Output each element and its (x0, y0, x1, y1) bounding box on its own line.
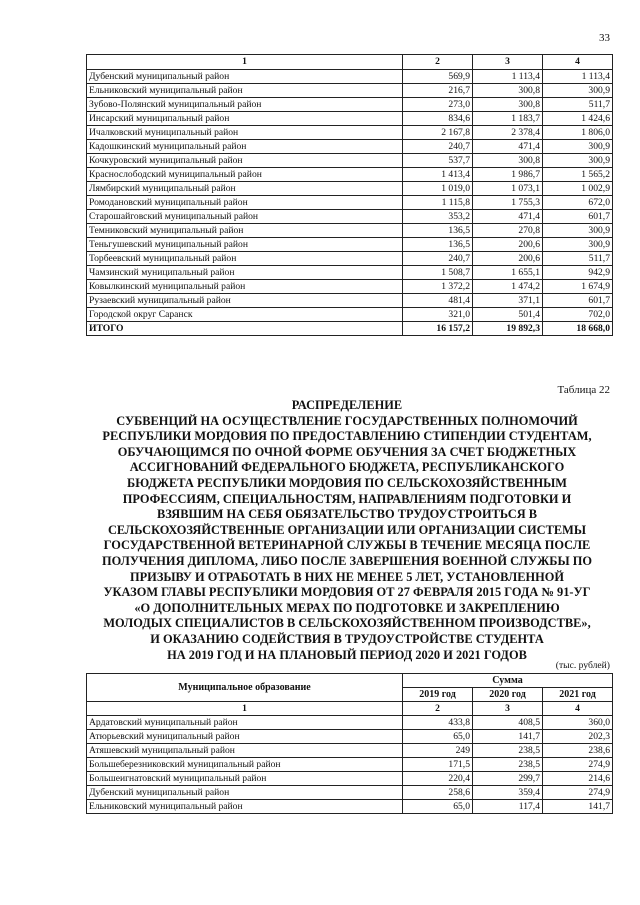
table-row (87, 140, 613, 154)
column-index: 2 (403, 55, 473, 70)
amount-2019: 1 508,7 (403, 266, 473, 280)
table-row (87, 182, 613, 196)
amount-2019: 433,8 (403, 716, 473, 730)
amount-2020: 408,5 (473, 716, 543, 730)
amount-2019: 1 372,2 (403, 280, 473, 294)
amount-2020: 141,7 (473, 730, 543, 744)
table-row (87, 84, 613, 98)
municipality-name: Кадошкинский муниципальный район (87, 140, 403, 154)
amount-2021: 672,0 (543, 196, 613, 210)
amount-2021: 202,3 (543, 730, 613, 744)
table-row (87, 730, 613, 744)
heading-line: ПОЛУЧЕНИЯ ДИПЛОМА, ЛИБО ПОСЛЕ ЗАВЕРШЕНИЯ ВОЕННОЙ СЛУЖБЫ ПО (101, 553, 593, 568)
amount-2021: 511,7 (543, 98, 613, 112)
table-row (87, 280, 613, 294)
amount-2021: 942,9 (543, 266, 613, 280)
heading-line: ПРОФЕССИЯМ, СПЕЦИАЛЬНОСТЯМ, НАПРАВЛЕНИЯМ ПОДГОТОВКИ И (122, 491, 572, 506)
heading-line: «О ДОПОЛНИТЕЛЬНЫХ МЕРАХ ПО ПОДГОТОВКЕ И ЗАКРЕПЛЕНИЮ (134, 600, 560, 615)
municipality-name: Большеигнатовский муниципальный район (87, 772, 403, 786)
heading-line: ОБУЧАЮЩИМСЯ ПО ОЧНОЙ ФОРМЕ ОБУЧЕНИЯ ЗА СЧЕТ БЮДЖЕТНЫХ (117, 444, 577, 459)
table-row (87, 112, 613, 126)
total-2020: 19 892,3 (473, 322, 543, 336)
amount-2020: 1 113,4 (473, 70, 543, 84)
total-2019: 16 157,2 (403, 322, 473, 336)
amount-2020: 1 755,3 (473, 196, 543, 210)
column-index: 2 (403, 702, 473, 716)
column-index: 3 (473, 55, 543, 70)
column-index: 1 (87, 702, 403, 716)
table-row (87, 294, 613, 308)
municipality-name: Кочкуровский муниципальный район (87, 154, 403, 168)
amount-2020: 471,4 (473, 210, 543, 224)
heading-line: МОЛОДЫХ СПЕЦИАЛИСТОВ В СЕЛЬСКОХОЗЯЙСТВЕННОМ ПРОИЗВОДСТВЕ», (103, 616, 591, 631)
amount-2019: 65,0 (403, 730, 473, 744)
amount-2021: 238,6 (543, 744, 613, 758)
units-label: (тыс. рублей) (555, 660, 610, 671)
amount-2019: 273,0 (403, 98, 473, 112)
municipality-name: Краснослободский муниципальный район (87, 168, 403, 182)
amount-2019: 537,7 (403, 154, 473, 168)
column-header-municipality: Муниципальное образование (87, 674, 403, 702)
heading-line: БЮДЖЕТА РЕСПУБЛИКИ МОРДОВИЯ ПО СЕЛЬСКОХОЗЯЙСТВЕННЫМ (127, 475, 567, 490)
total-row (87, 322, 613, 336)
amount-2019: 1 115,8 (403, 196, 473, 210)
amount-2019: 136,5 (403, 224, 473, 238)
municipality-name: Ельниковский муниципальный район (87, 800, 403, 814)
amount-2020: 117,4 (473, 800, 543, 814)
amount-2020: 1 655,1 (473, 266, 543, 280)
amount-2020: 238,5 (473, 744, 543, 758)
heading-line: ПРИЗЫВУ И ОТРАБОТАТЬ В НИХ НЕ МЕНЕЕ 5 ЛЕТ, УСТАНОВЛЕННОЙ (129, 569, 565, 584)
municipality-name: Атяшевский муниципальный район (87, 744, 403, 758)
amount-2019: 220,4 (403, 772, 473, 786)
table-row (87, 308, 613, 322)
column-index: 4 (543, 702, 613, 716)
amount-2021: 274,9 (543, 786, 613, 800)
municipality-name: Зубово-Полянский муниципальный район (87, 98, 403, 112)
municipality-name: Ромодановский муниципальный район (87, 196, 403, 210)
amount-2021: 601,7 (543, 210, 613, 224)
amount-2019: 258,6 (403, 786, 473, 800)
heading-line: АССИГНОВАНИЙ ФЕДЕРАЛЬНОГО БЮДЖЕТА, РЕСПУБЛИКАНСКОГО (129, 460, 565, 475)
amount-2019: 569,9 (403, 70, 473, 84)
amount-2021: 274,9 (543, 758, 613, 772)
table-row (87, 252, 613, 266)
amount-2020: 200,6 (473, 252, 543, 266)
amount-2020: 200,6 (473, 238, 543, 252)
amount-2021: 1 424,6 (543, 112, 613, 126)
amount-2020: 1 986,7 (473, 168, 543, 182)
amount-2021: 702,0 (543, 308, 613, 322)
amount-2021: 601,7 (543, 294, 613, 308)
amount-2020: 238,5 (473, 758, 543, 772)
amount-2020: 501,4 (473, 308, 543, 322)
column-header-2019: 2019 год (403, 688, 473, 702)
table-row (87, 154, 613, 168)
scholarship-subvention-table (86, 673, 613, 814)
amount-2021: 360,0 (543, 716, 613, 730)
amount-2019: 1 413,4 (403, 168, 473, 182)
amount-2021: 1 674,9 (543, 280, 613, 294)
table-row (87, 744, 613, 758)
heading-line: СЕЛЬСКОХОЗЯЙСТВЕННЫЕ ОРГАНИЗАЦИИ ИЛИ ОРГАНИЗАЦИИ СИСТЕМЫ (107, 522, 587, 537)
municipality-name: Рузаевский муниципальный район (87, 294, 403, 308)
amount-2019: 321,0 (403, 308, 473, 322)
amount-2019: 240,7 (403, 140, 473, 154)
amount-2019: 353,2 (403, 210, 473, 224)
amount-2020: 1 474,2 (473, 280, 543, 294)
table-row (87, 98, 613, 112)
table-row (87, 238, 613, 252)
amount-2020: 300,8 (473, 154, 543, 168)
total-label: ИТОГО (87, 322, 403, 336)
amount-2021: 300,9 (543, 238, 613, 252)
document-heading (82, 398, 612, 663)
column-header-2021: 2021 год (543, 688, 613, 702)
municipality-name: Теньгушевский муниципальный район (87, 238, 403, 252)
table-row (87, 210, 613, 224)
amount-2019: 249 (403, 744, 473, 758)
table-row (87, 196, 613, 210)
table-row (87, 224, 613, 238)
amount-2021: 511,7 (543, 252, 613, 266)
amount-2019: 171,5 (403, 758, 473, 772)
table-caption: Таблица 22 (557, 384, 610, 396)
municipality-name: Большеберезниковский муниципальный район (87, 758, 403, 772)
municipality-name: Чамзинский муниципальный район (87, 266, 403, 280)
municipality-name: Темниковский муниципальный район (87, 224, 403, 238)
amount-2020: 359,4 (473, 786, 543, 800)
amount-2021: 1 806,0 (543, 126, 613, 140)
municipality-name: Ельниковский муниципальный район (87, 84, 403, 98)
amount-2020: 371,1 (473, 294, 543, 308)
column-index-row (87, 55, 613, 70)
column-index-row (87, 702, 613, 716)
municipality-name: Дубенский муниципальный район (87, 70, 403, 84)
amount-2021: 1 002,9 (543, 182, 613, 196)
amount-2020: 299,7 (473, 772, 543, 786)
amount-2021: 1 565,2 (543, 168, 613, 182)
municipality-name: Дубенский муниципальный район (87, 786, 403, 800)
heading-line: РАСПРЕДЕЛЕНИЕ (291, 398, 403, 412)
heading-line: РЕСПУБЛИКИ МОРДОВИЯ ПО ПРЕДОСТАВЛЕНИЮ СТИПЕНДИИ СТУДЕНТАМ, (102, 429, 592, 444)
amount-2021: 1 113,4 (543, 70, 613, 84)
table-row (87, 786, 613, 800)
municipality-name: Лямбирский муниципальный район (87, 182, 403, 196)
amount-2021: 300,9 (543, 84, 613, 98)
heading-line: ГОСУДАРСТВЕННОЙ ВЕТЕРИНАРНОЙ СЛУЖБЫ В ТЕЧЕНИЕ МЕСЯЦА ПОСЛЕ (103, 538, 591, 553)
column-index: 3 (473, 702, 543, 716)
amount-2020: 2 378,4 (473, 126, 543, 140)
column-index: 4 (543, 55, 613, 70)
table-row (87, 266, 613, 280)
amount-2021: 300,9 (543, 140, 613, 154)
amount-2021: 300,9 (543, 224, 613, 238)
amount-2020: 1 073,1 (473, 182, 543, 196)
amount-2019: 1 019,0 (403, 182, 473, 196)
table-row (87, 716, 613, 730)
amount-2019: 136,5 (403, 238, 473, 252)
heading-line: И ОКАЗАНИЮ СОДЕЙСТВИЯ В ТРУДОУСТРОЙСТВЕ СТУДЕНТА (150, 631, 544, 646)
table-row (87, 70, 613, 84)
municipality-name: Ичалковский муниципальный район (87, 126, 403, 140)
subsidy-table-continued (86, 54, 613, 336)
amount-2020: 1 183,7 (473, 112, 543, 126)
municipality-name: Атюрьевский муниципальный район (87, 730, 403, 744)
amount-2019: 240,7 (403, 252, 473, 266)
municipality-name: Ардатовский муниципальный район (87, 716, 403, 730)
municipality-name: Старошайговский муниципальный район (87, 210, 403, 224)
municipality-name: Ковылкинский муниципальный район (87, 280, 403, 294)
heading-line: УКАЗОМ ГЛАВЫ РЕСПУБЛИКИ МОРДОВИЯ ОТ 27 ФЕВРАЛЯ 2015 ГОДА № 91-УГ (103, 585, 591, 600)
amount-2019: 65,0 (403, 800, 473, 814)
municipality-name: Инсарский муниципальный район (87, 112, 403, 126)
amount-2021: 141,7 (543, 800, 613, 814)
table-row (87, 800, 613, 814)
heading-line: ВЗЯВШИМ НА СЕБЯ ОБЯЗАТЕЛЬСТВО ТРУДОУСТРОИТЬСЯ В (156, 507, 538, 522)
table-row (87, 758, 613, 772)
page-number: 33 (599, 32, 610, 44)
heading-line: СУБВЕНЦИЙ НА ОСУЩЕСТВЛЕНИЕ ГОСУДАРСТВЕННЫХ ПОЛНОМОЧИЙ (116, 413, 578, 428)
municipality-name: Торбеевский муниципальный район (87, 252, 403, 266)
amount-2019: 481,4 (403, 294, 473, 308)
column-header-sum: Сумма (403, 674, 613, 688)
column-index: 1 (87, 55, 403, 70)
amount-2021: 214,6 (543, 772, 613, 786)
amount-2020: 471,4 (473, 140, 543, 154)
amount-2019: 834,6 (403, 112, 473, 126)
amount-2020: 270,8 (473, 224, 543, 238)
table-row (87, 772, 613, 786)
amount-2019: 2 167,8 (403, 126, 473, 140)
table-row (87, 126, 613, 140)
heading-line: НА 2019 ГОД И НА ПЛАНОВЫЙ ПЕРИОД 2020 И 2021 ГОДОВ (167, 647, 527, 662)
table-row (87, 168, 613, 182)
total-2021: 18 668,0 (543, 322, 613, 336)
amount-2021: 300,9 (543, 154, 613, 168)
amount-2020: 300,8 (473, 98, 543, 112)
column-header-2020: 2020 год (473, 688, 543, 702)
amount-2020: 300,8 (473, 84, 543, 98)
municipality-name: Городской округ Саранск (87, 308, 403, 322)
amount-2019: 216,7 (403, 84, 473, 98)
